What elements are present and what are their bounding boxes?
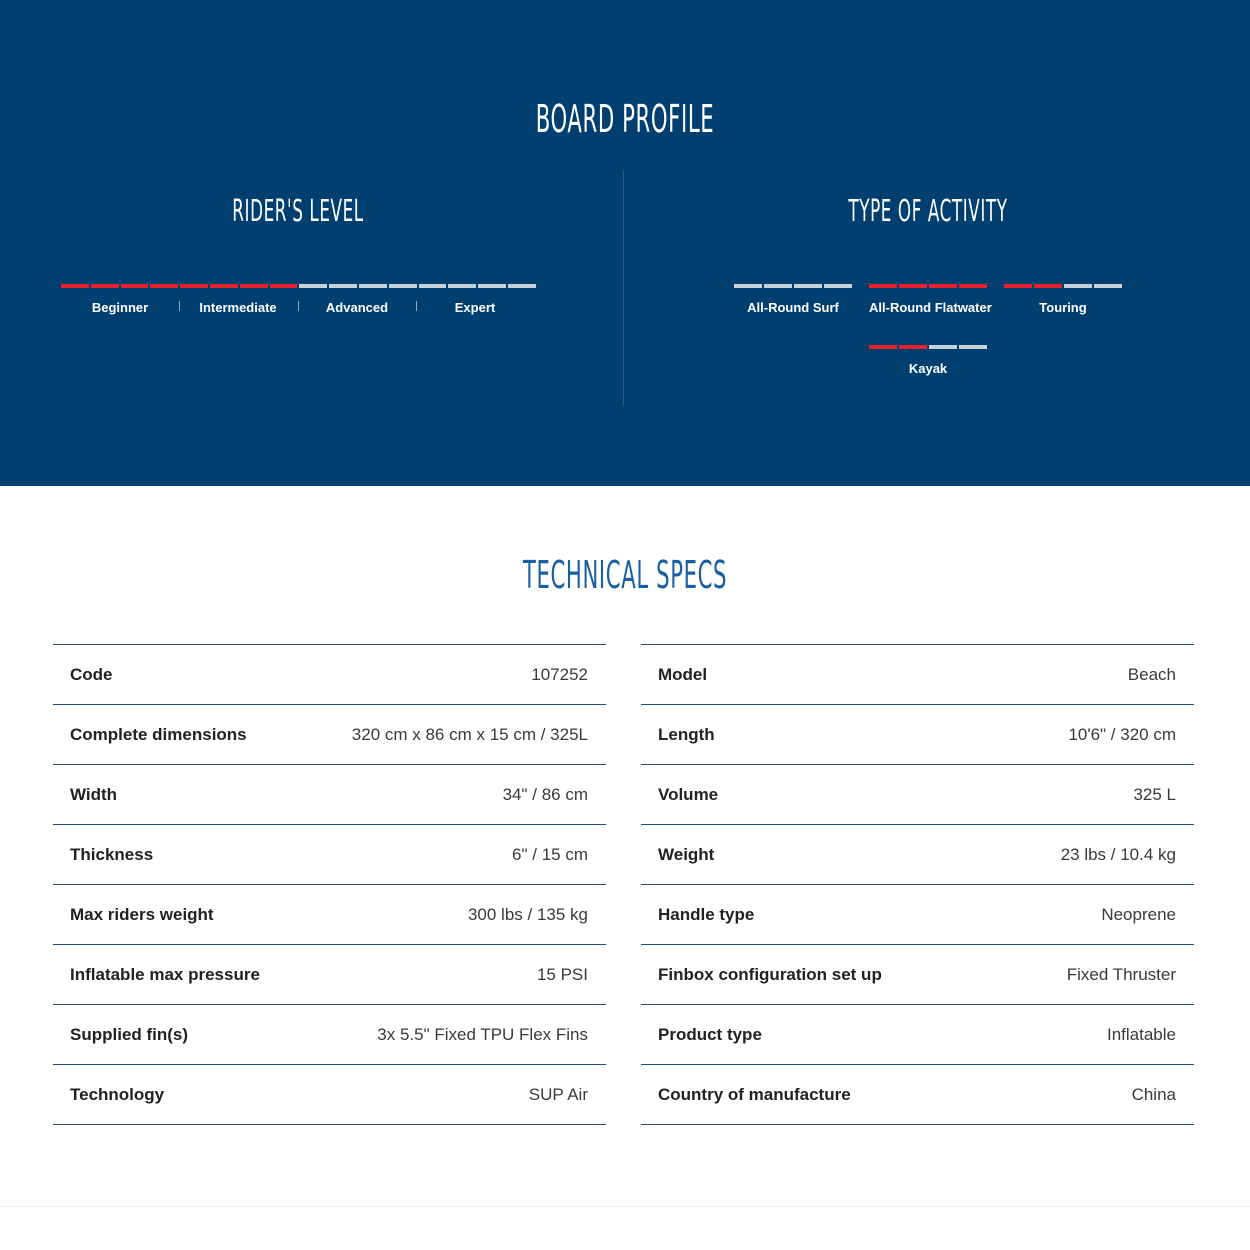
activity-segment xyxy=(1094,284,1122,288)
spec-label: Max riders weight xyxy=(70,904,214,924)
activity-segment xyxy=(1064,284,1092,288)
spec-value: Beach xyxy=(1127,664,1176,684)
spec-label: Supplied fin(s) xyxy=(70,1024,189,1044)
spec-row xyxy=(53,825,606,885)
board-profile-title: BOARD PROFILE xyxy=(535,97,715,141)
level-label-intermediate: Intermediate xyxy=(199,300,277,315)
activity-segment xyxy=(959,284,987,288)
footer-divider xyxy=(0,1206,1250,1207)
spec-row xyxy=(641,1005,1194,1065)
spec-row xyxy=(641,765,1194,825)
spec-value: 320 cm x 86 cm x 15 cm / 325L xyxy=(351,724,588,744)
activity-segment xyxy=(734,284,762,288)
specs-table-left xyxy=(53,644,606,1125)
spec-value: 6" / 15 cm xyxy=(512,844,588,864)
level-segment xyxy=(359,284,387,288)
spec-row xyxy=(53,945,606,1005)
section-divider xyxy=(623,170,624,406)
spec-label: Code xyxy=(70,664,113,684)
spec-row xyxy=(641,705,1194,765)
spec-value: SUP Air xyxy=(528,1084,588,1104)
riders-level-labels xyxy=(61,299,535,319)
board-profile-section xyxy=(0,0,1250,486)
activity-touring xyxy=(1004,284,1122,317)
activity-segment xyxy=(899,345,927,349)
level-label-beginner: Beginner xyxy=(91,300,149,315)
spec-value: 107252 xyxy=(531,664,588,684)
spec-label: Inflatable max pressure xyxy=(70,964,260,984)
level-segment xyxy=(180,284,208,288)
activity-segment xyxy=(959,345,987,349)
activity-kayak xyxy=(869,345,987,378)
activity-segment xyxy=(869,284,897,288)
activity-label: Touring xyxy=(1039,300,1087,315)
level-segment xyxy=(240,284,268,288)
level-segment xyxy=(389,284,417,288)
activity-label: All-Round Surf xyxy=(747,300,839,315)
spec-value: 34" / 86 cm xyxy=(502,784,588,804)
riders-level-meter xyxy=(61,284,536,288)
spec-row xyxy=(641,1065,1194,1125)
level-segment xyxy=(419,284,447,288)
activity-meter xyxy=(1004,284,1122,288)
spec-label: Model xyxy=(658,664,708,684)
spec-label: Technology xyxy=(70,1084,165,1104)
level-label-advanced: Advanced xyxy=(325,300,389,315)
level-segment xyxy=(121,284,149,288)
spec-row xyxy=(641,825,1194,885)
spec-label: Volume xyxy=(658,784,719,804)
activity-segment xyxy=(929,284,957,288)
level-label-expert: Expert xyxy=(454,300,496,315)
spec-value: 23 lbs / 10.4 kg xyxy=(1060,844,1176,864)
activity-meter xyxy=(734,284,852,288)
activity-segment xyxy=(929,345,957,349)
spec-row xyxy=(641,885,1194,945)
spec-label: Thickness xyxy=(70,844,154,864)
spec-row xyxy=(641,945,1194,1005)
level-segment xyxy=(329,284,357,288)
spec-row xyxy=(53,1005,606,1065)
spec-label: Finbox configuration set up xyxy=(658,964,882,984)
spec-value: Inflatable xyxy=(1107,1024,1176,1044)
level-segment xyxy=(270,284,298,288)
activity-all-round-surf xyxy=(734,284,852,317)
level-segment xyxy=(210,284,238,288)
spec-label: Complete dimensions xyxy=(70,724,247,744)
level-segment xyxy=(61,284,89,288)
spec-label: Weight xyxy=(658,844,715,864)
spec-row xyxy=(53,645,606,705)
activity-meter xyxy=(869,284,987,288)
technical-specs-title: TECHNICAL SPECS xyxy=(522,553,728,597)
activity-label: All-Round Flatwater xyxy=(869,300,992,315)
activity-segment xyxy=(869,345,897,349)
spec-label: Handle type xyxy=(658,904,755,924)
spec-row xyxy=(53,765,606,825)
riders-level-title: RIDER'S LEVEL xyxy=(232,194,364,229)
activity-title: TYPE OF ACTIVITY xyxy=(848,194,1008,229)
spec-value: 10'6" / 320 cm xyxy=(1068,724,1176,744)
activity-all-round-flatwater xyxy=(869,284,992,317)
level-segment xyxy=(508,284,536,288)
level-segment xyxy=(91,284,119,288)
level-segment xyxy=(478,284,506,288)
spec-value: Neoprene xyxy=(1101,904,1176,924)
activity-segment xyxy=(1034,284,1062,288)
spec-value: 15 PSI xyxy=(536,964,588,984)
spec-value: 3x 5.5" Fixed TPU Flex Fins xyxy=(377,1024,588,1044)
level-segment xyxy=(448,284,476,288)
specs-table-right xyxy=(641,644,1194,1125)
spec-value: 300 lbs / 135 kg xyxy=(467,904,588,924)
activity-segment xyxy=(899,284,927,288)
spec-label: Width xyxy=(70,784,118,804)
level-segment xyxy=(299,284,327,288)
activity-meter xyxy=(869,345,987,349)
activity-segment xyxy=(764,284,792,288)
spec-value: China xyxy=(1131,1084,1176,1104)
spec-row xyxy=(53,1065,606,1125)
activity-segment xyxy=(794,284,822,288)
spec-label: Product type xyxy=(658,1024,762,1044)
activity-segment xyxy=(1004,284,1032,288)
activity-segment xyxy=(824,284,852,288)
spec-value: 325 L xyxy=(1133,784,1176,804)
spec-row xyxy=(641,645,1194,705)
activity-label: Kayak xyxy=(908,361,948,376)
spec-row xyxy=(53,705,606,765)
level-segment xyxy=(150,284,178,288)
spec-label: Length xyxy=(658,724,715,744)
spec-value: Fixed Thruster xyxy=(1066,964,1176,984)
spec-label: Country of manufacture xyxy=(658,1084,851,1104)
spec-row xyxy=(53,885,606,945)
